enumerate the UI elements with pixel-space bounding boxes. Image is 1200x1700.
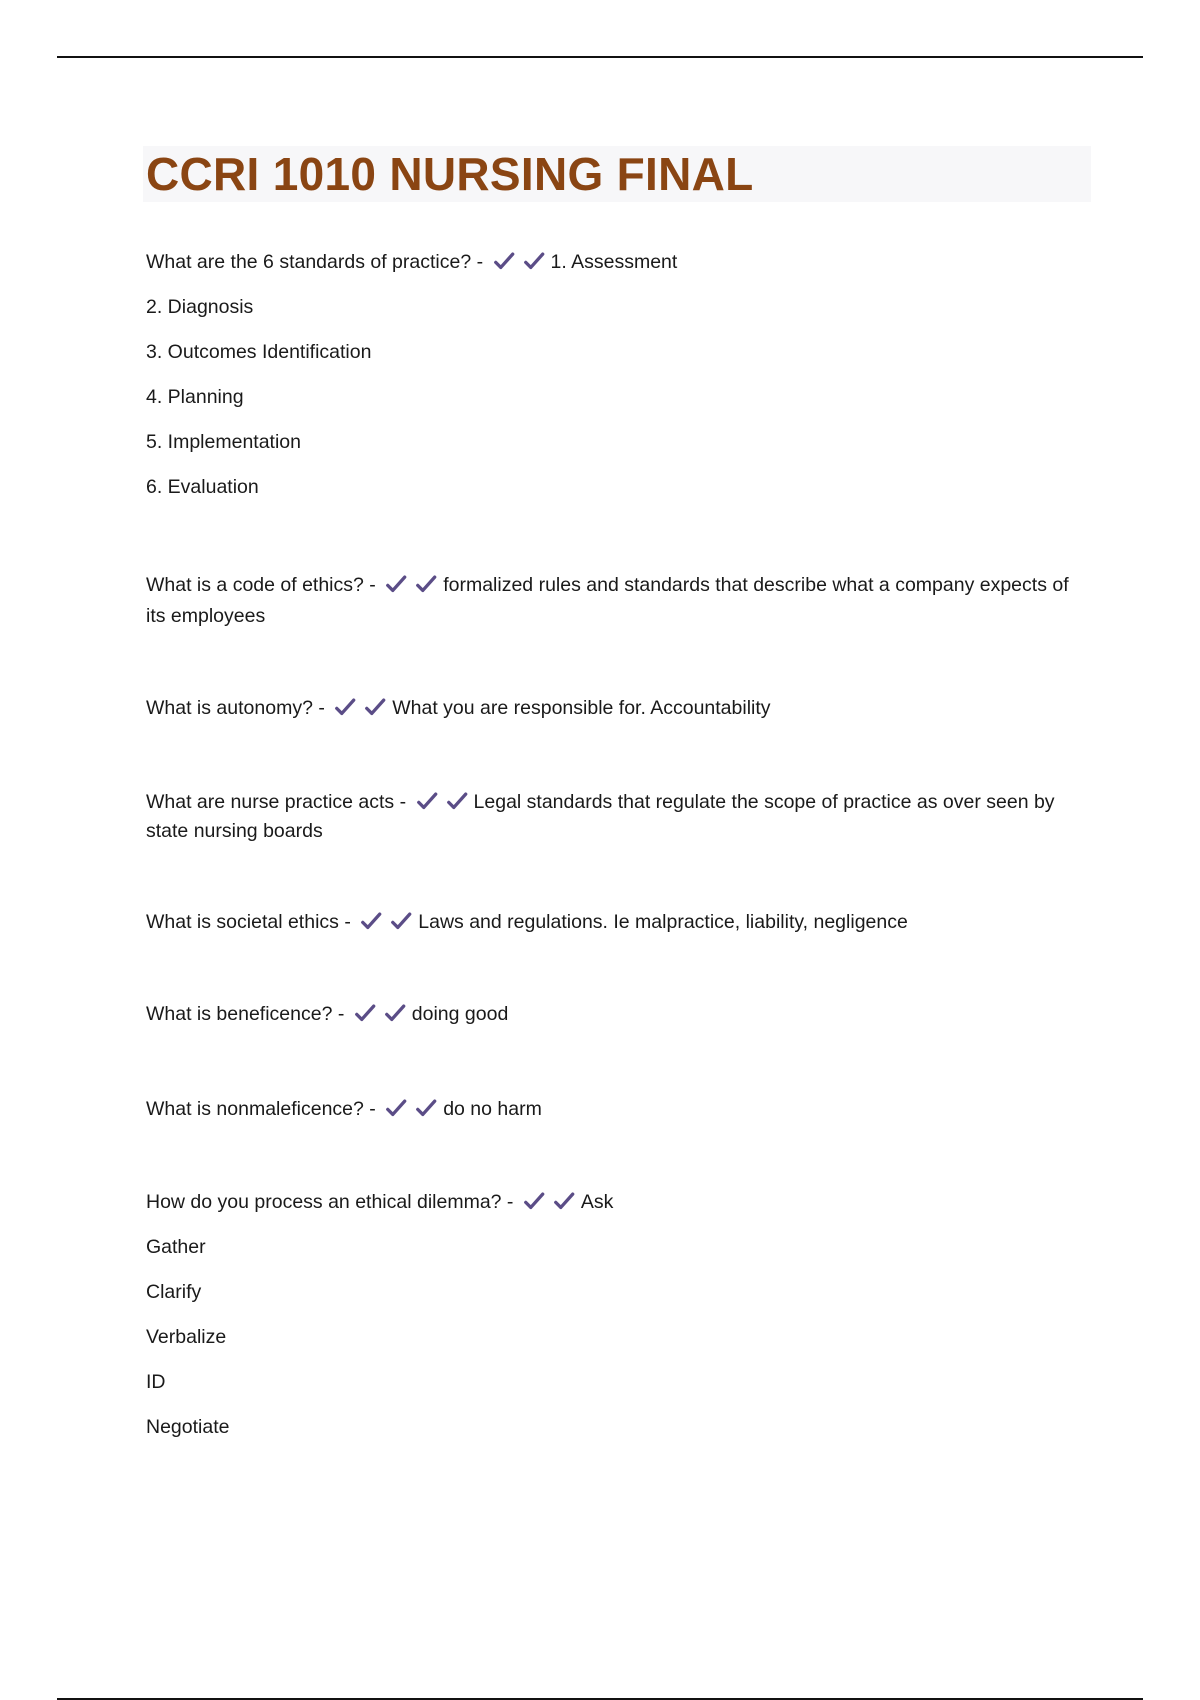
question-text: What is autonomy? -: [146, 697, 325, 719]
answer-marker: [493, 248, 553, 277]
answer-line: Clarify: [146, 1281, 202, 1303]
qa-content: [146, 248, 1086, 1458]
checkmark-icon: [354, 1002, 376, 1024]
answer-marker: [416, 788, 476, 817]
answer-line: 6. Evaluation: [146, 476, 259, 498]
question-text: What is societal ethics -: [146, 911, 351, 933]
answer-marker: [385, 570, 445, 601]
question-line: [146, 248, 1086, 277]
question-line: [146, 694, 1086, 723]
question-text: What is a code of ethics? -: [146, 574, 376, 596]
qa-item: [146, 570, 1086, 632]
answer-text: do no harm: [443, 1098, 542, 1120]
qa-item: [146, 1188, 1086, 1442]
checkmark-icon: [390, 910, 412, 932]
question-line: [146, 1188, 1086, 1217]
question-text: What is nonmaleficence? -: [146, 1098, 376, 1120]
checkmark-icon: [364, 696, 386, 718]
checkmark-icon: [523, 1190, 545, 1212]
answer-line: Gather: [146, 1236, 206, 1258]
answer-text: 1. Assessment: [550, 251, 678, 273]
qa-item: [146, 788, 1086, 846]
checkmark-icon: [415, 573, 437, 595]
question-text: What are the 6 standards of practice? -: [146, 251, 484, 273]
answer-marker: [334, 694, 394, 723]
checkmark-icon: [334, 696, 356, 718]
answer-line: 2. Diagnosis: [146, 296, 254, 318]
question-text: How do you process an ethical dilemma? -: [146, 1191, 514, 1213]
answer-line: Negotiate: [146, 1416, 230, 1438]
answer-text: doing good: [411, 1003, 509, 1025]
top-rule: [57, 56, 1143, 58]
question-line: [146, 1095, 1086, 1124]
checkmark-icon: [384, 1002, 406, 1024]
question-line: [146, 788, 1086, 846]
question-text: What are nurse practice acts -: [146, 791, 407, 813]
checkmark-icon: [415, 1097, 437, 1119]
qa-item: [146, 1000, 1086, 1029]
answer-marker: [360, 908, 420, 937]
checkmark-icon: [553, 1190, 575, 1212]
question-line: [146, 1000, 1086, 1029]
qa-item: [146, 1095, 1086, 1124]
answer-text: formalized rules and standards that describe what a company expects of its employees: [146, 574, 1069, 627]
document-title: CCRI 1010 NURSING FINAL: [146, 148, 754, 200]
question-line: [146, 570, 1086, 632]
answer-line: 3. Outcomes Identification: [146, 341, 372, 363]
answer-marker: [354, 1000, 414, 1029]
answer-line: 4. Planning: [146, 386, 244, 408]
answer-line: ID: [146, 1371, 166, 1393]
answer-text: Laws and regulations. Ie malpractice, liability, negligence: [418, 911, 908, 933]
checkmark-icon: [493, 250, 515, 272]
answer-marker: [523, 1188, 583, 1217]
qa-item: [146, 908, 1086, 937]
question-line: [146, 908, 1086, 937]
answer-line: 5. Implementation: [146, 431, 302, 453]
answer-marker: [385, 1095, 445, 1124]
checkmark-icon: [385, 1097, 407, 1119]
checkmark-icon: [385, 573, 407, 595]
checkmark-icon: [416, 790, 438, 812]
checkmark-icon: [360, 910, 382, 932]
qa-item: [146, 694, 1086, 723]
qa-item: [146, 248, 1086, 502]
question-text: What is beneficence? -: [146, 1003, 345, 1025]
checkmark-icon: [446, 790, 468, 812]
answer-line: Verbalize: [146, 1326, 227, 1348]
answer-text: Legal standards that regulate the scope of practice as over seen by state nursing boards: [146, 791, 1055, 842]
answer-text: What you are responsible for. Accountability: [392, 697, 771, 719]
checkmark-icon: [523, 250, 545, 272]
answer-text: Ask: [580, 1191, 614, 1213]
